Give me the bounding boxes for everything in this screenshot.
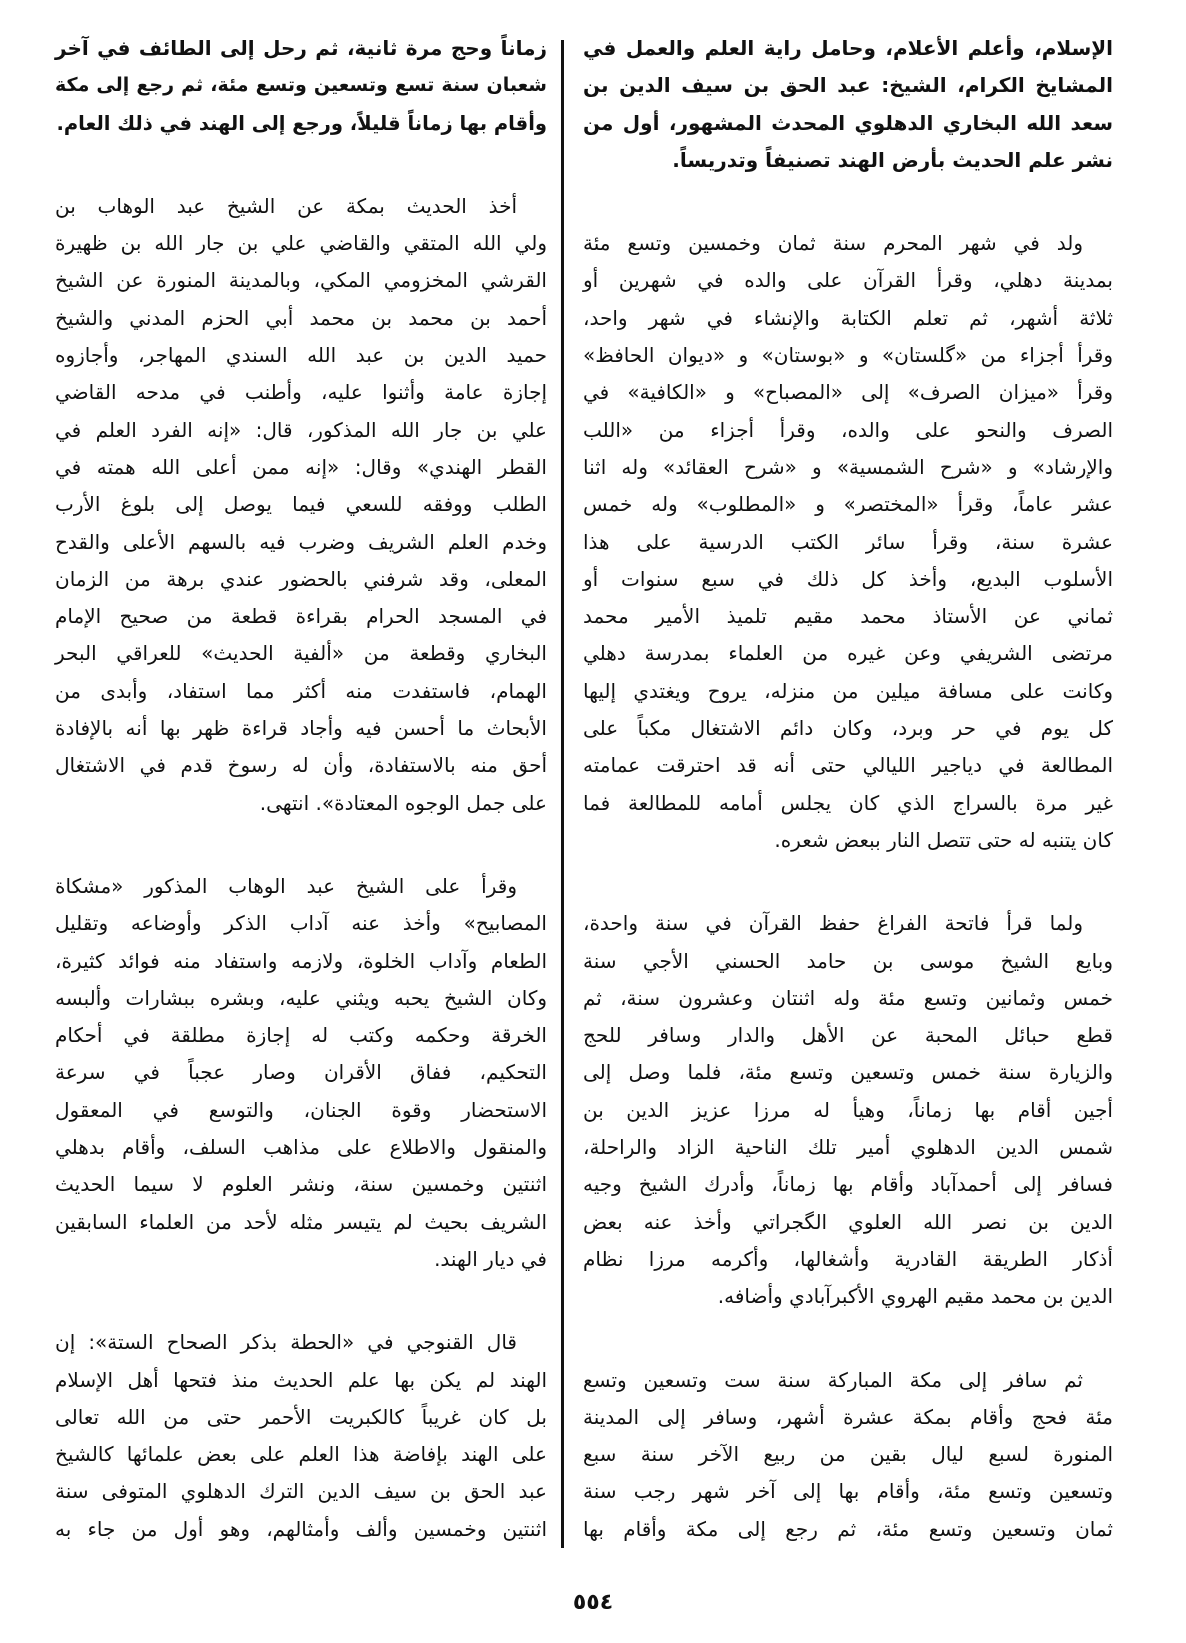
text-line: ثماني عن الأستاذ محمد مقيم تلميذ الأمير محمد	[583, 604, 1113, 629]
text-line: البخاري وقطعة من «ألفية الحديث» للعراقي البحر	[55, 641, 547, 666]
text-line: في المسجد الحرام بقراءة قطعة من صحيح الإمام	[55, 604, 547, 629]
text-line: وقرأ «ميزان الصرف» إلى «المصباح» و «الكافية» في	[583, 380, 1113, 405]
text-line: الإسلام، وأعلم الأعلام، وحامل راية العلم والعمل في	[583, 36, 1113, 60]
text-line: وكان الشيخ يحبه ويثني عليه، وبشره ببشارات وألبسه	[55, 985, 547, 1010]
text-line: المنورة لسبع ليال بقين من ربيع الآخر سنة سبع	[583, 1442, 1113, 1467]
text-line: الدين بن نصر الله العلوي الگجراتي وأخذ عنه بعض	[583, 1209, 1113, 1234]
text-line: وبايع الشيخ موسى بن حامد الحسني الأجي سنة	[583, 948, 1113, 973]
text-line: والزيارة سنة خمس وتسعين وتسع مئة، فلما وصل إلى	[583, 1060, 1113, 1085]
text-line: خمس وثمانين وتسع مئة وله اثنتان وعشرون سنة، ثم	[583, 985, 1113, 1010]
text-line: الأسلوب البديع، وأخذ كل ذلك في سبع سنوات أو	[583, 566, 1113, 591]
paragraph	[583, 905, 1113, 1315]
text-line: والمنقول والاطلاع على مذاهب السلف، وأقام بدهلي	[55, 1135, 547, 1160]
text-line: شعبان سنة تسع وتسعين وتسع مئة، ثم رجع إلى مكة	[55, 74, 547, 97]
text-line: وخدم العلم الشريف وضرب فيه بالسهم الأعلى والقدح	[55, 529, 547, 554]
text-line: قطع حبائل المحبة عن الأهل والدار وسافر للحج	[583, 1023, 1113, 1048]
text-line: والإرشاد» و «شرح الشمسية» و «شرح العقائد» وله اثنا	[583, 454, 1113, 479]
text-line: الأبحاث ما أحسن فيه وأجاد قراءة ظهر بها أنه بالإفادة	[55, 716, 547, 741]
text-line: أحمد بن محمد بن محمد أبي الحزم المدني والشيخ	[55, 305, 547, 330]
text-line: فسافر إلى أحمدآباد وأقام بها زماناً، وأدرك الشيخ وجيه	[583, 1172, 1113, 1197]
text-line: زماناً وحج مرة ثانية، ثم رحل إلى الطائف في آخر	[55, 36, 547, 60]
text-line: التحكيم، ففاق الأقران وصار عجباً في سرعة	[55, 1060, 547, 1085]
paragraph	[55, 30, 547, 142]
text-line: الطعام وآداب الخلوة، ولازمه واستفاد منه فوائد كثيرة،	[55, 948, 547, 973]
text-line: بل كان غريباً كالكبريت الأحمر حتى من الله تعالى	[55, 1404, 547, 1429]
text-line: الهند لم يكن بها علم الحديث منذ فتحها أهل الإسلام	[55, 1367, 547, 1392]
right-column	[583, 30, 1113, 1548]
text-line: وتسعين وتسع مئة، وأقام بها إلى آخر شهر رجب سنة	[583, 1479, 1113, 1504]
text-line: المطالعة في دياجير الليالي حتى أنه قد احترقت عمامته	[583, 753, 1113, 778]
page-number: ٥٥٤	[572, 1590, 614, 1615]
text-line: كل يوم في حر وبرد، وكان دائم الاشتغال مكباً على	[583, 716, 1113, 741]
text-line: غير مرة بالسراج الذي كان يجلس أمامه للمطالعة فما	[583, 790, 1113, 815]
text-line: المصابيح» وأخذ عنه آداب الذكر وأوضاعه وتقليل	[55, 911, 547, 936]
text-line: أجين أقام بها زماناً، وهيأ له مرزا عزيز الدين بن	[583, 1097, 1113, 1122]
text-line: بمدينة دهلي، وقرأ القرآن على والده في شهرين أو	[583, 268, 1113, 293]
column-divider	[561, 40, 564, 1548]
text-line: المشايخ الكرام، الشيخ: عبد الحق بن سيف الدين بن	[583, 73, 1113, 98]
text-line: وأقام بها زماناً قليلاً، ورجع إلى الهند في ذلك العام.	[56, 111, 547, 135]
text-line: الخرقة وحكمه وكتب له إجازة مطلقة في أحكام	[55, 1023, 547, 1048]
text-line: عشر عاماً، وقرأ «المختصر» و «المطلوب» وله خمس	[583, 492, 1113, 517]
paragraph	[55, 868, 547, 1278]
text-line: الهمام، فاستفدت منه أكثر مما استفاد، وأبدى من	[55, 678, 547, 703]
text-line: قال القنوجي في «الحطة بذكر الصحاح الستة»: إن	[55, 1330, 517, 1355]
text-line: الدين بن محمد مقيم الهروي الأكبرآبادي وأضافه.	[717, 1284, 1113, 1309]
text-line: الاستحضار وقوة الجنان، والتوسع في المعقول	[55, 1097, 547, 1122]
text-line: الطلب ووفقه للسعي فيما يوصل إلى بلوغ الأرب	[55, 492, 547, 517]
text-line: عشرة سنة، وقرأ سائر الكتب الدرسية على هذا	[583, 529, 1113, 554]
text-line: القطر الهندي» وقال: «إنه ممن أعلى الله همته في	[55, 454, 547, 479]
text-line: على الهند بإفاضة هذا العلم على بعض علمائها كالشيخ	[55, 1442, 547, 1467]
paragraph	[55, 188, 547, 822]
text-line: وقرأ أجزاء من «گلستان» و «بوستان» و «ديوان الحافظ»	[583, 343, 1113, 368]
text-line: الشريف بحيث لم يتيسر مثله لأحد من العلماء السابقين	[55, 1209, 547, 1234]
text-line: شمس الدين الدهلوي أمير تلك الناحية الزاد والراحلة،	[583, 1135, 1113, 1160]
text-line: أحق منه بالاستفادة، وأن له رسوخ قدم في الاشتغال	[55, 753, 547, 778]
text-line: الصرف والنحو على والده، وقرأ أجزاء من «اللب	[583, 417, 1113, 442]
text-line: عبد الحق بن سيف الدين الترك الدهلوي المتوفى سنة	[55, 1479, 547, 1504]
text-line: سعد الله البخاري الدهلوي المحدث المشهور، أول من	[583, 110, 1113, 135]
text-line: ولي الله المتقي والقاضي علي بن جار الله بن ظهيرة	[55, 231, 547, 256]
text-line: ثم سافر إلى مكة المباركة سنة ست وتسعين وتسع	[583, 1367, 1083, 1392]
text-line: ولما قرأ فاتحة الفراغ حفظ القرآن في سنة واحدة،	[583, 911, 1083, 936]
text-line: حميد الدين بن عبد الله السندي المهاجر، وأجازوه	[55, 343, 547, 368]
text-line: وقرأ على الشيخ عبد الوهاب المذكور «مشكاة	[55, 873, 517, 898]
text-line: في ديار الهند.	[434, 1246, 547, 1271]
paragraph	[55, 1324, 547, 1548]
text-line: أذكار الطريقة القادرية وأشغالها، وأكرمه مرزا نظام	[583, 1246, 1113, 1271]
paragraph	[583, 225, 1113, 859]
text-line: مرتضى الشريفي وعن غيره من العلماء بمدرسة دهلي	[583, 641, 1113, 666]
text-line: إجازة عامة وأثنوا عليه، وأطنب في مدحه القاضي	[55, 380, 547, 405]
text-line: ثلاثة أشهر، ثم تعلم الكتابة والإنشاء في شهر واحد،	[583, 305, 1113, 330]
text-line: أخذ الحديث بمكة عن الشيخ عبد الوهاب بن	[55, 193, 517, 218]
text-line: ولد في شهر المحرم سنة ثمان وخمسين وتسع مئة	[583, 231, 1083, 256]
text-line: القرشي المخزومي المكي، وبالمدينة المنورة عن الشيخ	[55, 268, 547, 293]
left-column	[55, 30, 547, 1548]
text-line: ثمان وتسعين وتسع مئة، ثم رجع إلى مكة وأقام بها	[583, 1516, 1113, 1541]
paragraph	[583, 30, 1113, 179]
text-line: وكانت على مسافة ميلين من منزله، يروح ويغتدي إليها	[583, 678, 1113, 703]
text-line: اثنتين وخمسين وألف وأمثالهم، وهو أول من جاء به	[55, 1516, 547, 1541]
text-line: نشر علم الحديث بأرض الهند تصنيفاً وتدريساً.	[672, 147, 1113, 172]
text-line: علي بن جار الله المذكور، قال: «إنه الفرد العلم في	[55, 417, 547, 442]
paragraph	[583, 1362, 1113, 1548]
text-line: مئة فحج وأقام بمكة عشرة أشهر، وسافر إلى المدينة	[583, 1404, 1113, 1429]
text-line: كان يتنبه له حتى تتصل النار ببعض شعره.	[774, 827, 1113, 852]
text-line: على جمل الوجوه المعتادة». انتهى.	[259, 790, 547, 815]
text-line: اثنتين وخمسين سنة، ونشر العلوم لا سيما الحديث	[55, 1172, 547, 1197]
text-line: المعلى، وقد شرفني بالحضور عندي برهة من الزمان	[55, 566, 547, 591]
